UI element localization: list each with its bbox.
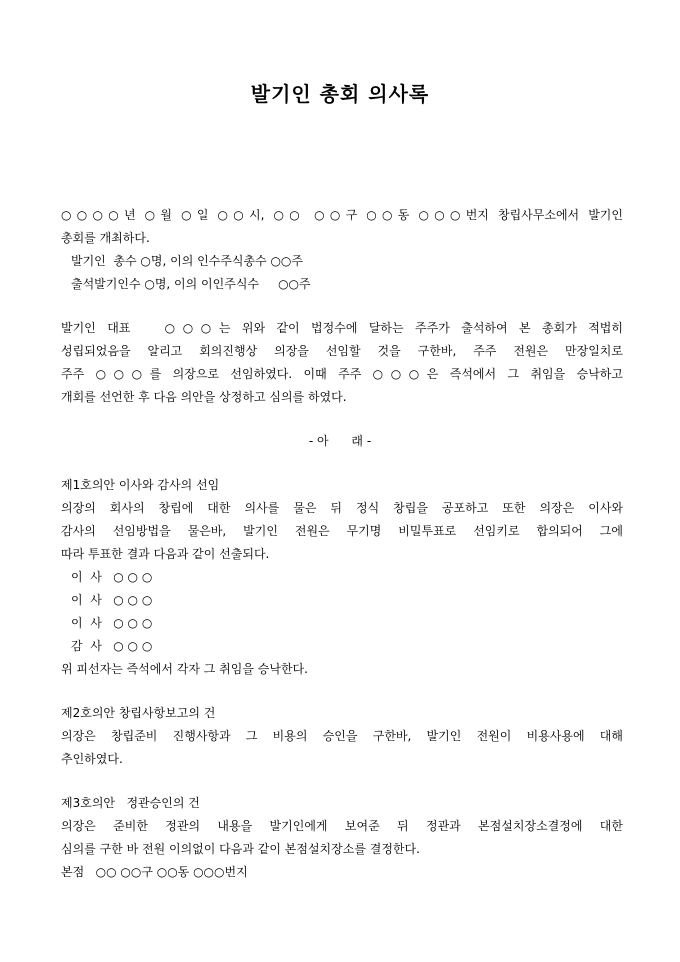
head-office-address: 본점 ○○ ○○구 ○○동 ○○○번지 [61, 865, 248, 879]
para2-line-2: 성립되었음을 알리고 회의진행상 의장을 선임할 것을 구한바, 주주 전원은 만장일치로 [61, 344, 623, 358]
agenda1-heading: 제1호의안 이사와 감사의 선임 [61, 478, 220, 492]
agenda3-line-1: 의장은 준비한 정관의 내용을 발기인에게 보여준 뒤 정관과 본점설치장소결정에 대한 [61, 819, 623, 833]
document-title: 발기인 총회 의사록 [250, 82, 430, 106]
agenda2-heading: 제2호의안 창립사항보고의 건 [61, 706, 216, 720]
intro-line-2: 총회를 개최하다. [61, 231, 150, 245]
agenda2-line-2: 추인하였다. [61, 752, 123, 766]
elected-director-2: 이 사 ○ ○ ○ [71, 593, 153, 607]
para2-line-3: 주주 ○○○를 의장으로 선임하였다. 이때 주주 ○○○은 즉석에서 그 취임을 승낙하고 [61, 367, 623, 381]
agenda2-line-1: 의장은 창립준비 진행사항과 그 비용의 승인을 구한바, 발기인 전원이 비용사용에 대해 [61, 729, 623, 743]
elected-director-1: 이 사 ○ ○ ○ [71, 570, 153, 584]
founders-present: 출석발기인수 ○명, 이의 이인주식수 ○○주 [71, 277, 311, 291]
agenda1-line-3: 따라 투표한 결과 다음과 같이 선출되다. [61, 547, 270, 561]
agenda1-line-1: 의장의 회사의 창립에 대한 의사를 물은 뒤 정식 창립을 공포하고 또한 의장은 이사와 [61, 501, 623, 515]
elected-director-3: 이 사 ○ ○ ○ [71, 616, 153, 630]
agenda1-line-2: 감사의 선임방법을 물은바, 발기인 전원은 무기명 비밀투표로 선임키로 합의되어 그에 [61, 524, 623, 538]
agenda1-closing: 위 피선자는 즉석에서 각자 그 취임을 승낙한다. [61, 662, 308, 676]
para2-line-1: 발기인 대표 ○○○는 위와 같이 법정수에 달하는 주주가 출석하여 본 총회가 적법히 [61, 321, 623, 335]
agenda3-line-2: 심의를 구한 바 전원 이의없이 다음과 같이 본점설치장소를 결정한다. [61, 842, 420, 856]
intro-line-1: ○○○○년 ○월 ○일 ○○시, ○○ ○○구 ○○동 ○○○번지 창립사무소에서 발기인 [61, 208, 623, 222]
notice-heading: - 아 래 - [308, 434, 372, 448]
elected-auditor: 감 사 ○ ○ ○ [71, 639, 153, 653]
founders-total: 발기인 총수 ○명, 이의 인수주식총수 ○○주 [71, 254, 303, 268]
agenda3-heading: 제3호의안 정관승인의 건 [61, 796, 200, 810]
para2-line-4: 개회를 선언한 후 다음 의안을 상정하고 심의를 하였다. [61, 390, 347, 404]
